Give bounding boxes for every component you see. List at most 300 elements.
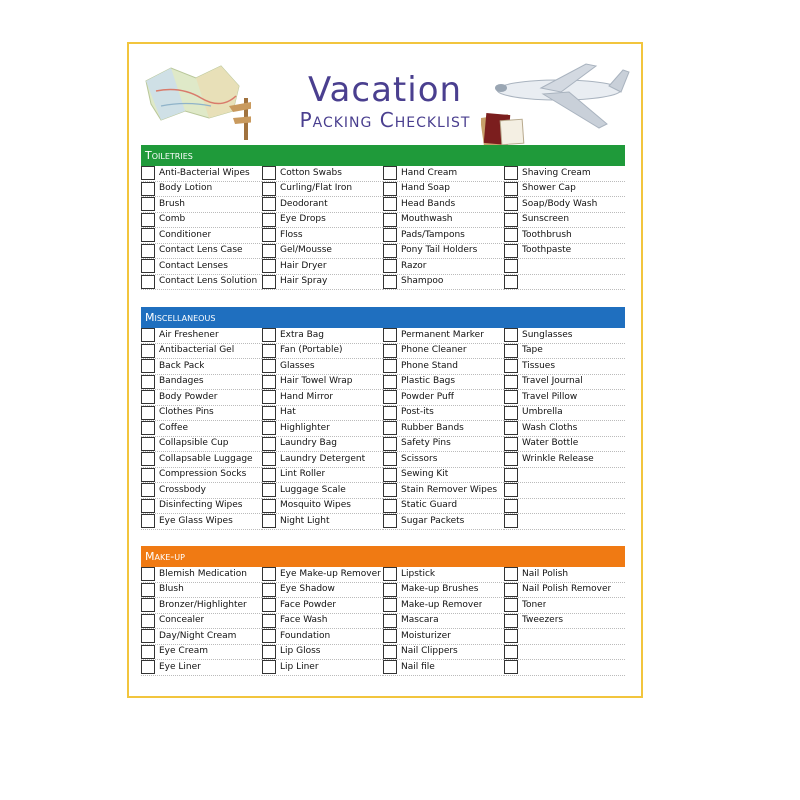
checkbox[interactable] xyxy=(141,645,155,659)
checklist-row xyxy=(141,182,262,198)
checklist-column xyxy=(383,328,504,530)
checklist-row xyxy=(504,437,625,453)
checklist-grid xyxy=(141,166,625,290)
item-label: Compression Socks xyxy=(159,469,247,480)
item-label: Concealer xyxy=(159,615,205,626)
item-label: Crossbody xyxy=(159,484,206,495)
checkbox[interactable] xyxy=(504,197,518,211)
item-label: Toner xyxy=(522,599,547,610)
item-label: Collapsible Cup xyxy=(159,438,229,449)
checklist-row xyxy=(262,406,383,422)
checklist-row xyxy=(504,499,625,515)
checkbox[interactable] xyxy=(383,328,397,342)
checklist-row xyxy=(383,567,504,583)
checkbox[interactable] xyxy=(504,583,518,597)
item-label: Eye Drops xyxy=(280,214,326,225)
checkbox[interactable] xyxy=(383,583,397,597)
checkbox[interactable] xyxy=(504,514,518,528)
checkbox[interactable] xyxy=(262,244,276,258)
item-label: Sewing Kit xyxy=(401,469,449,480)
item-label: Sugar Packets xyxy=(401,515,465,526)
checkbox[interactable] xyxy=(383,499,397,513)
checklist-row xyxy=(504,244,625,260)
section-heading: Toiletries xyxy=(141,145,625,166)
checklist-row xyxy=(383,583,504,599)
checkbox[interactable] xyxy=(262,645,276,659)
checkbox[interactable] xyxy=(383,514,397,528)
item-label: Scissors xyxy=(401,453,438,464)
item-label: Bandages xyxy=(159,376,204,387)
checkbox[interactable] xyxy=(141,375,155,389)
item-label: Hand Soap xyxy=(401,183,451,194)
item-label: Hair Towel Wrap xyxy=(280,376,353,387)
item-label: Night Light xyxy=(280,515,330,526)
checkbox[interactable] xyxy=(383,275,397,289)
checkbox[interactable] xyxy=(141,452,155,466)
checkbox[interactable] xyxy=(141,583,155,597)
checkbox[interactable] xyxy=(141,499,155,513)
item-label: Toothbrush xyxy=(522,229,572,240)
item-label: Highlighter xyxy=(280,422,330,433)
item-label: Razor xyxy=(401,260,427,271)
item-label: Make-up Remover xyxy=(401,599,483,610)
item-label: Hat xyxy=(280,407,296,418)
checkbox[interactable] xyxy=(262,390,276,404)
checkbox[interactable] xyxy=(383,629,397,643)
checklist-row xyxy=(504,228,625,244)
checklist-row xyxy=(383,166,504,182)
checkbox[interactable] xyxy=(141,228,155,242)
checklist-row xyxy=(141,514,262,530)
item-label: Static Guard xyxy=(401,500,458,511)
item-label: Collapsable Luggage xyxy=(159,453,253,464)
checklist-row xyxy=(262,359,383,375)
checkbox[interactable] xyxy=(141,197,155,211)
item-label: Cotton Swabs xyxy=(280,167,342,178)
checklist-row xyxy=(141,244,262,260)
checkbox[interactable] xyxy=(262,359,276,373)
checklist-row xyxy=(141,213,262,229)
checkbox[interactable] xyxy=(141,390,155,404)
item-label: Mascara xyxy=(401,615,439,626)
checkbox[interactable] xyxy=(262,499,276,513)
checklist-row xyxy=(262,614,383,630)
checklist-row xyxy=(262,514,383,530)
checkbox[interactable] xyxy=(262,213,276,227)
checklist-row xyxy=(141,567,262,583)
checklist-row xyxy=(262,197,383,213)
checkbox[interactable] xyxy=(262,344,276,358)
section-toiletries xyxy=(141,145,625,290)
item-label: Stain Remover Wipes xyxy=(401,484,498,495)
item-label: Nail file xyxy=(401,661,435,672)
checkbox[interactable] xyxy=(141,567,155,581)
checkbox[interactable] xyxy=(262,328,276,342)
checkbox[interactable] xyxy=(383,182,397,196)
item-label: Eye Glass Wipes xyxy=(159,515,233,526)
checklist-row xyxy=(504,406,625,422)
item-label: Luggage Scale xyxy=(280,484,346,495)
item-label: Tweezers xyxy=(522,615,564,626)
item-label: Lip Liner xyxy=(280,661,319,672)
checklist-row xyxy=(141,166,262,182)
checkbox[interactable] xyxy=(383,359,397,373)
checklist-grid xyxy=(141,328,625,530)
item-label: Contact Lens Case xyxy=(159,245,243,256)
checklist-column xyxy=(383,567,504,676)
checklist-row xyxy=(383,182,504,198)
checkbox[interactable] xyxy=(262,259,276,273)
checkbox[interactable] xyxy=(262,406,276,420)
item-label: Hair Spray xyxy=(280,276,328,287)
item-label: Floss xyxy=(280,229,303,240)
checklist-row xyxy=(383,483,504,499)
checkbox[interactable] xyxy=(504,483,518,497)
section-heading: Miscellaneous xyxy=(141,307,625,328)
checkbox[interactable] xyxy=(141,259,155,273)
item-label: Back Pack xyxy=(159,360,205,371)
item-label: Hand Cream xyxy=(401,167,458,178)
checklist-row xyxy=(383,421,504,437)
checklist-row xyxy=(141,660,262,676)
checkbox[interactable] xyxy=(383,259,397,273)
item-label: Plastic Bags xyxy=(401,376,456,387)
checkbox[interactable] xyxy=(504,344,518,358)
checkbox[interactable] xyxy=(504,452,518,466)
item-label: Antibacterial Gel xyxy=(159,345,235,356)
checklist-row xyxy=(504,390,625,406)
checkbox[interactable] xyxy=(141,614,155,628)
checklist-row xyxy=(383,344,504,360)
checkbox[interactable] xyxy=(383,483,397,497)
item-label: Nail Polish Remover xyxy=(522,584,612,595)
item-label: Eye Cream xyxy=(159,646,209,657)
item-label: Gel/Mousse xyxy=(280,245,332,256)
checklist-column xyxy=(262,328,383,530)
checkbox[interactable] xyxy=(262,598,276,612)
checklist-column xyxy=(383,166,504,290)
checklist-row xyxy=(383,629,504,645)
checklist-row xyxy=(383,390,504,406)
checklist-row xyxy=(504,359,625,375)
checkbox[interactable] xyxy=(383,375,397,389)
checkbox[interactable] xyxy=(383,645,397,659)
checklist-row xyxy=(383,499,504,515)
checkbox[interactable] xyxy=(141,213,155,227)
checkbox[interactable] xyxy=(262,614,276,628)
checkbox[interactable] xyxy=(262,468,276,482)
item-label: Laundry Bag xyxy=(280,438,337,449)
checkbox[interactable] xyxy=(383,228,397,242)
checklist-row xyxy=(262,660,383,676)
checkbox[interactable] xyxy=(262,660,276,674)
checkbox[interactable] xyxy=(262,421,276,435)
item-label: Rubber Bands xyxy=(401,422,464,433)
checkbox[interactable] xyxy=(383,614,397,628)
checkbox[interactable] xyxy=(141,437,155,451)
item-label: Lip Gloss xyxy=(280,646,321,657)
checkbox[interactable] xyxy=(504,567,518,581)
item-label: Coffee xyxy=(159,422,189,433)
checklist-row xyxy=(504,452,625,468)
section-heading: Make-up xyxy=(141,546,625,567)
checkbox[interactable] xyxy=(141,182,155,196)
item-label: Body Lotion xyxy=(159,183,213,194)
checklist-row xyxy=(504,328,625,344)
checklist-row xyxy=(262,166,383,182)
item-label: Shaving Cream xyxy=(522,167,591,178)
checklist-row xyxy=(141,499,262,515)
checklist-row xyxy=(262,468,383,484)
checklist-row xyxy=(141,645,262,661)
item-label: Glasses xyxy=(280,360,315,371)
checkbox[interactable] xyxy=(504,468,518,482)
item-label: Nail Clippers xyxy=(401,646,458,657)
checklist-row xyxy=(141,390,262,406)
checklist-page xyxy=(127,42,643,698)
checklist-row xyxy=(262,452,383,468)
item-label: Brush xyxy=(159,198,185,209)
checklist-row xyxy=(141,483,262,499)
checklist-row xyxy=(504,583,625,599)
item-label: Conditioner xyxy=(159,229,212,240)
item-label: Umbrella xyxy=(522,407,563,418)
checkbox[interactable] xyxy=(383,598,397,612)
checklist-column xyxy=(504,166,625,290)
item-label: Lint Roller xyxy=(280,469,326,480)
item-label: Anti-Bacterial Wipes xyxy=(159,167,250,178)
checklist-row xyxy=(262,375,383,391)
item-label: Blush xyxy=(159,584,184,595)
checklist-row xyxy=(504,660,625,676)
item-label: Laundry Detergent xyxy=(280,453,366,464)
checkbox[interactable] xyxy=(141,514,155,528)
checklist-row xyxy=(141,359,262,375)
item-label: Curling/Flat Iron xyxy=(280,183,353,194)
page-title: Vacation xyxy=(307,70,463,110)
checklist-column xyxy=(141,166,262,290)
checkbox[interactable] xyxy=(504,259,518,273)
checklist-row xyxy=(141,228,262,244)
checkbox[interactable] xyxy=(141,359,155,373)
checkbox[interactable] xyxy=(504,228,518,242)
checklist-column xyxy=(141,328,262,530)
checkbox[interactable] xyxy=(504,406,518,420)
checklist-row xyxy=(141,328,262,344)
checkbox[interactable] xyxy=(504,390,518,404)
checkbox[interactable] xyxy=(141,166,155,180)
checkbox[interactable] xyxy=(383,344,397,358)
checklist-column xyxy=(262,567,383,676)
checkbox[interactable] xyxy=(504,375,518,389)
checkbox[interactable] xyxy=(141,468,155,482)
checklist-row xyxy=(262,583,383,599)
checkbox[interactable] xyxy=(383,213,397,227)
item-label: Hand Mirror xyxy=(280,391,334,402)
checkbox[interactable] xyxy=(262,197,276,211)
checklist-row xyxy=(141,406,262,422)
item-label: Moisturizer xyxy=(401,630,451,641)
checklist-row xyxy=(383,598,504,614)
checkbox[interactable] xyxy=(262,437,276,451)
checklist-row xyxy=(141,583,262,599)
item-label: Clothes Pins xyxy=(159,407,214,418)
checklist-row xyxy=(504,197,625,213)
checklist-row xyxy=(262,629,383,645)
checkbox[interactable] xyxy=(262,583,276,597)
checkbox[interactable] xyxy=(262,514,276,528)
checklist-row xyxy=(383,259,504,275)
checklist-row xyxy=(504,344,625,360)
checkbox[interactable] xyxy=(262,182,276,196)
item-label: Sunglasses xyxy=(522,329,573,340)
checklist-row xyxy=(262,275,383,291)
checkbox[interactable] xyxy=(504,660,518,674)
item-label: Head Bands xyxy=(401,198,456,209)
checklist-column xyxy=(262,166,383,290)
item-label: Comb xyxy=(159,214,186,225)
item-label: Body Powder xyxy=(159,391,218,402)
checkbox[interactable] xyxy=(141,344,155,358)
item-label: Face Powder xyxy=(280,599,337,610)
checklist-row xyxy=(262,228,383,244)
checkbox[interactable] xyxy=(141,406,155,420)
checkbox[interactable] xyxy=(383,244,397,258)
item-label: Safety Pins xyxy=(401,438,451,449)
checkbox[interactable] xyxy=(504,166,518,180)
checkbox[interactable] xyxy=(141,483,155,497)
item-label: Mouthwash xyxy=(401,214,453,225)
checkbox[interactable] xyxy=(504,598,518,612)
checkbox[interactable] xyxy=(262,275,276,289)
checklist-row xyxy=(262,567,383,583)
item-label: Shower Cap xyxy=(522,183,576,194)
checklist-row xyxy=(504,182,625,198)
checkbox[interactable] xyxy=(504,437,518,451)
checkbox[interactable] xyxy=(141,629,155,643)
checklist-row xyxy=(262,328,383,344)
checklist-row xyxy=(383,614,504,630)
checkbox[interactable] xyxy=(504,421,518,435)
checklist-row xyxy=(504,213,625,229)
checklist-row xyxy=(383,375,504,391)
item-label: Powder Puff xyxy=(401,391,454,402)
checkbox[interactable] xyxy=(262,375,276,389)
checklist-row xyxy=(504,645,625,661)
checkbox[interactable] xyxy=(262,452,276,466)
checkbox[interactable] xyxy=(504,499,518,513)
checkbox[interactable] xyxy=(383,567,397,581)
checkbox[interactable] xyxy=(262,228,276,242)
checkbox[interactable] xyxy=(141,328,155,342)
checklist-column xyxy=(141,567,262,676)
checklist-row xyxy=(504,259,625,275)
item-label: Phone Cleaner xyxy=(401,345,467,356)
checkbox[interactable] xyxy=(141,660,155,674)
item-label: Foundation xyxy=(280,630,331,641)
checkbox[interactable] xyxy=(262,629,276,643)
checklist-row xyxy=(504,598,625,614)
item-label: Soap/Body Wash xyxy=(522,198,598,209)
checklist-row xyxy=(141,452,262,468)
checkbox[interactable] xyxy=(262,483,276,497)
item-label: Contact Lens Solution xyxy=(159,276,258,287)
checklist-row xyxy=(383,197,504,213)
checkbox[interactable] xyxy=(383,390,397,404)
checkbox[interactable] xyxy=(383,468,397,482)
checkbox[interactable] xyxy=(504,275,518,289)
item-label: Bronzer/Highlighter xyxy=(159,599,247,610)
checkbox[interactable] xyxy=(504,213,518,227)
checklist-row xyxy=(141,629,262,645)
checkbox[interactable] xyxy=(504,182,518,196)
checklist-row xyxy=(504,375,625,391)
checklist-row xyxy=(262,499,383,515)
checklist-row xyxy=(262,259,383,275)
checkbox[interactable] xyxy=(383,197,397,211)
item-label: Deodorant xyxy=(280,198,328,209)
checklist-row xyxy=(504,468,625,484)
item-label: Toothpaste xyxy=(522,245,572,256)
item-label: Tissues xyxy=(522,360,556,371)
checklist-row xyxy=(383,452,504,468)
section-makeup xyxy=(141,546,625,676)
checkbox[interactable] xyxy=(504,645,518,659)
item-label: Pony Tail Holders xyxy=(401,245,478,256)
checkbox[interactable] xyxy=(141,275,155,289)
item-label: Face Wash xyxy=(280,615,328,626)
checkbox[interactable] xyxy=(504,359,518,373)
checklist-row xyxy=(141,344,262,360)
checklist-row xyxy=(141,259,262,275)
checkbox[interactable] xyxy=(383,421,397,435)
checkbox[interactable] xyxy=(504,244,518,258)
checklist-row xyxy=(262,437,383,453)
checkbox[interactable] xyxy=(383,166,397,180)
checklist-row xyxy=(504,421,625,437)
checkbox[interactable] xyxy=(262,166,276,180)
checkbox[interactable] xyxy=(504,614,518,628)
item-label: Tape xyxy=(522,345,543,356)
checklist-row xyxy=(383,660,504,676)
checkbox[interactable] xyxy=(383,452,397,466)
checkbox[interactable] xyxy=(141,244,155,258)
checkbox[interactable] xyxy=(504,328,518,342)
checkbox[interactable] xyxy=(141,598,155,612)
checkbox[interactable] xyxy=(383,406,397,420)
item-label: Phone Stand xyxy=(401,360,458,371)
checklist-row xyxy=(141,468,262,484)
checkbox[interactable] xyxy=(141,421,155,435)
item-label: Shampoo xyxy=(401,276,444,287)
checkbox[interactable] xyxy=(262,567,276,581)
checklist-row xyxy=(383,468,504,484)
item-label: Water Bottle xyxy=(522,438,579,449)
section-miscellaneous xyxy=(141,307,625,530)
item-label: Travel Journal xyxy=(522,376,583,387)
checklist-row xyxy=(504,514,625,530)
item-label: Travel Pillow xyxy=(522,391,578,402)
checklist-row xyxy=(383,645,504,661)
checklist-column xyxy=(504,567,625,676)
checklist-row xyxy=(504,614,625,630)
checkbox[interactable] xyxy=(504,629,518,643)
checkbox[interactable] xyxy=(383,437,397,451)
checkbox[interactable] xyxy=(383,660,397,674)
item-label: Contact Lenses xyxy=(159,260,228,271)
checklist-row xyxy=(141,197,262,213)
checklist-row xyxy=(383,406,504,422)
